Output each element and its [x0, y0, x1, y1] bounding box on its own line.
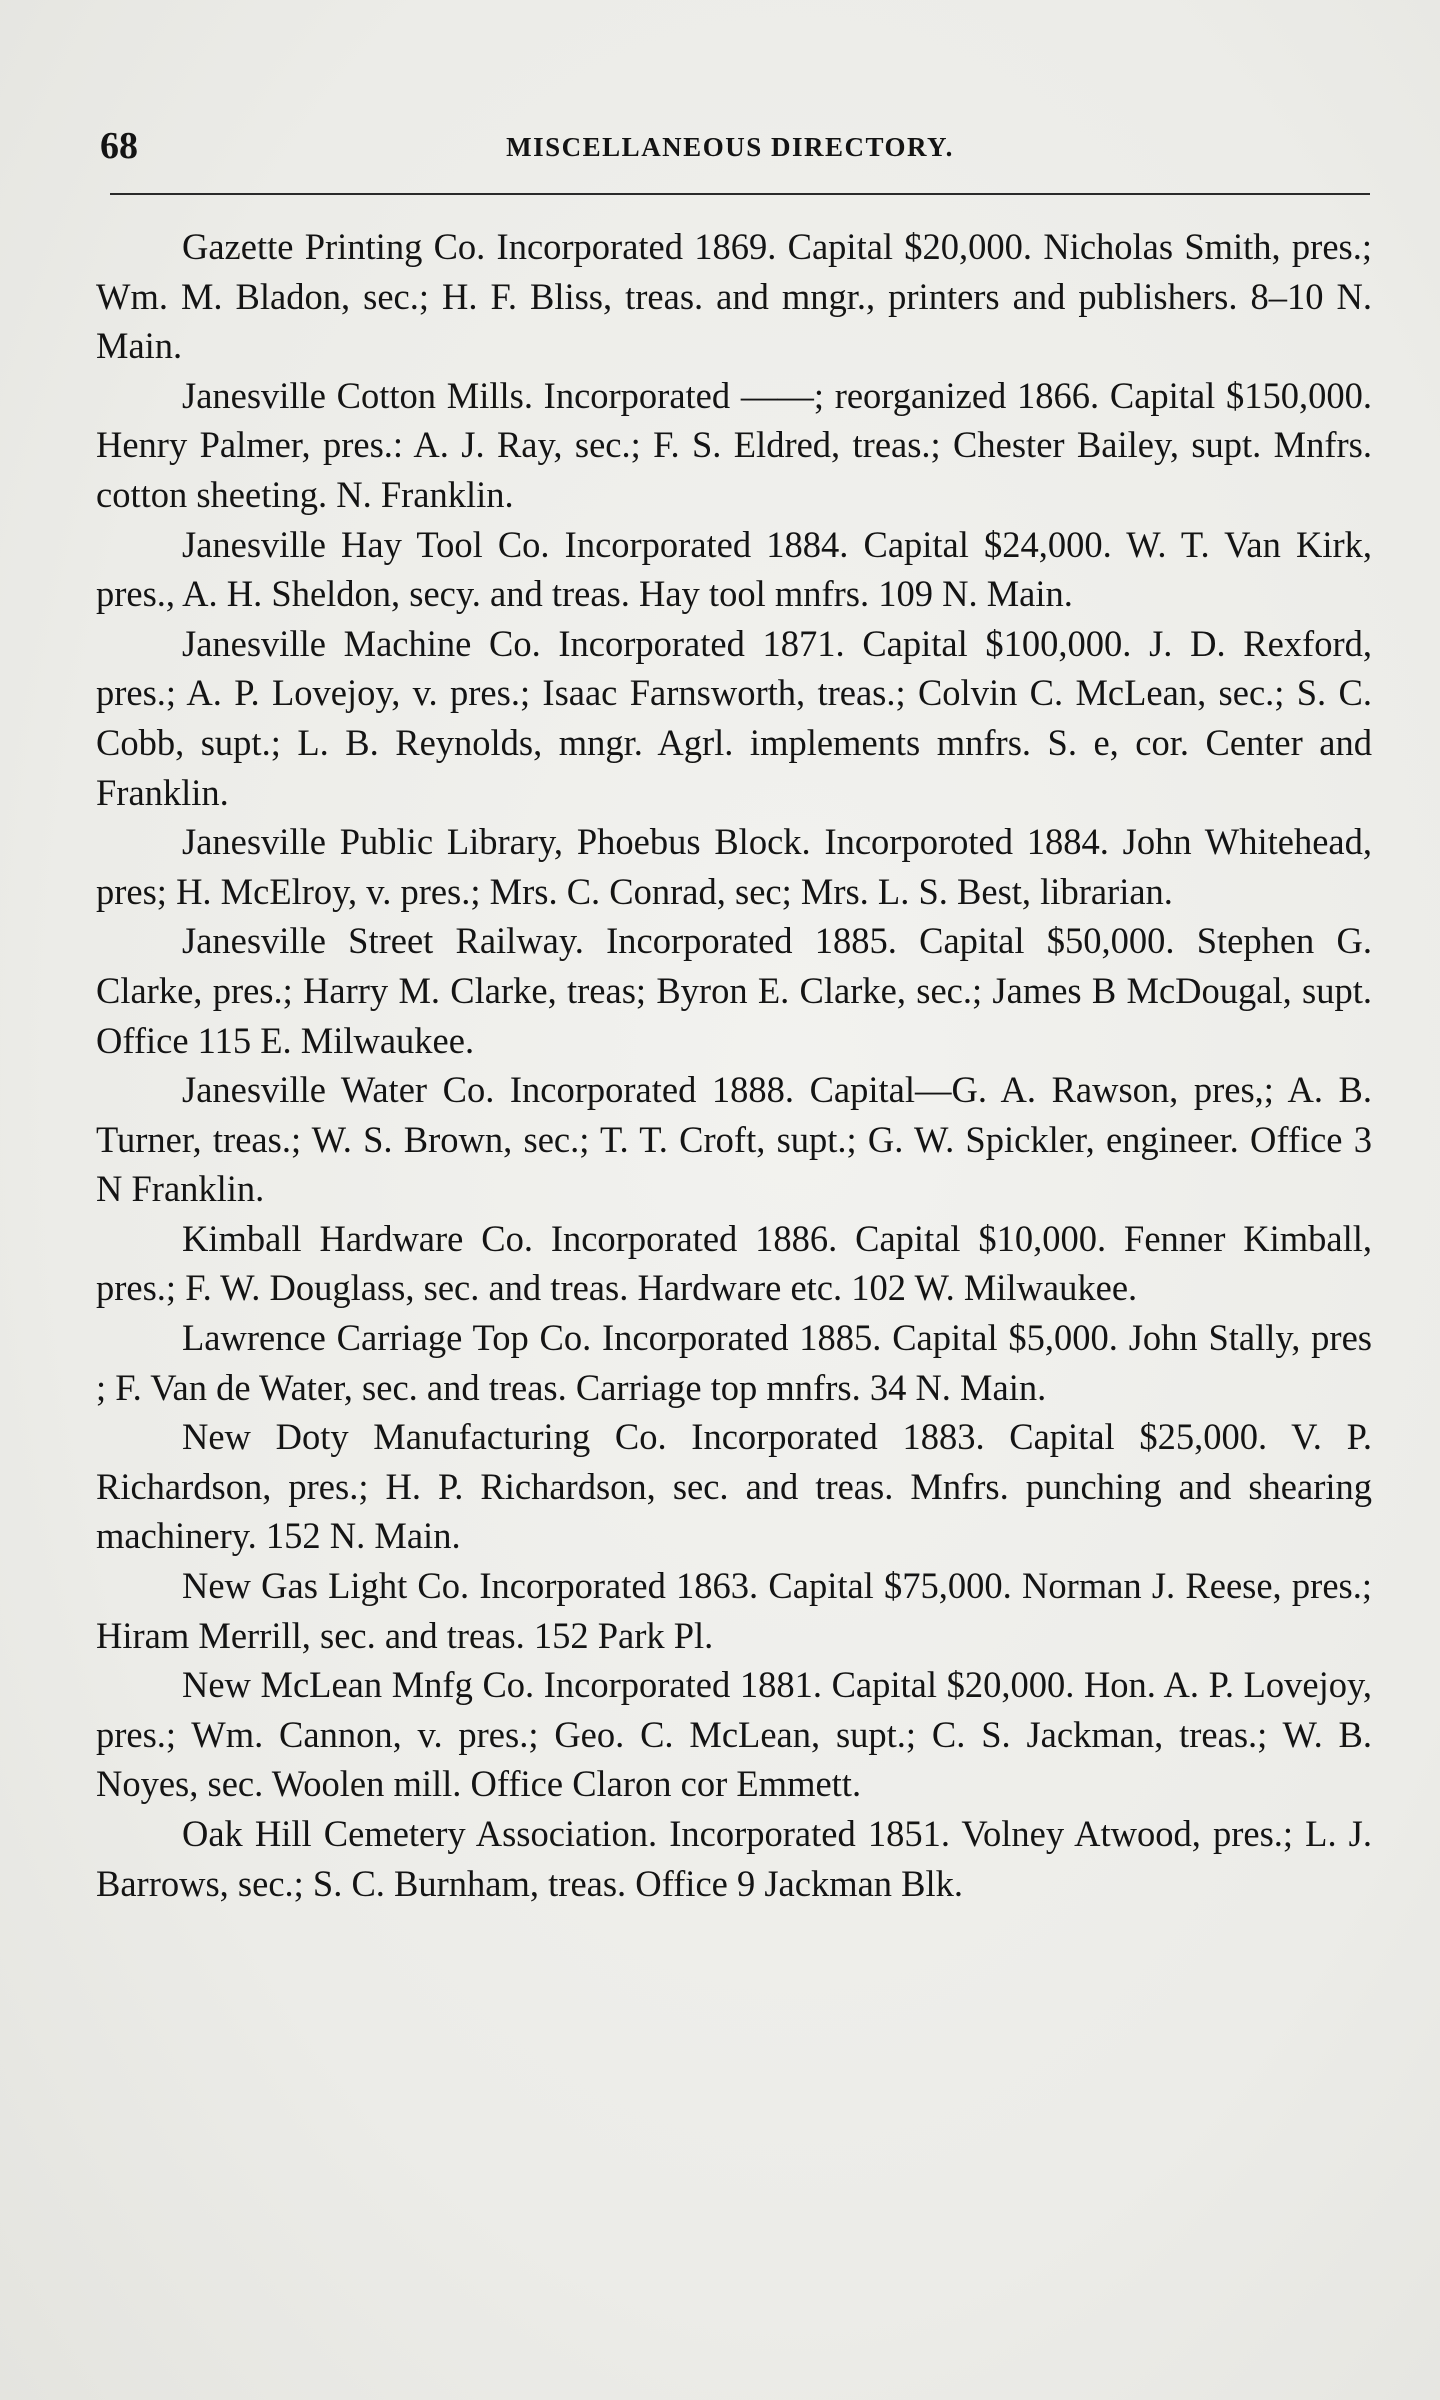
directory-entry: Lawrence Carriage Top Co. Incorporated 1885. Capital $5,000. John Stally, pres ; F. Van de Water, sec. and treas. Carriage top mnfrs. 34 N. Main.: [96, 1317, 1372, 1408]
directory-entries: [96, 222, 1372, 1908]
directory-entry: Janesville Machine Co. Incorporated 1871. Capital $100,000. J. D. Rexford, pres.; A. P. Lovejoy, v. pres.; Isaac Farnsworth, treas.; Colvin C. McLean, sec.; S. C. Cobb, supt.; L. B. Reynolds, mngr. Agrl. implements mnfrs. S. e, cor. Center and Franklin.: [96, 622, 1372, 813]
directory-entry: Gazette Printing Co. Incorporated 1869. Capital $20,000. Nicholas Smith, pres.; Wm. M. Bladon, sec.; H. F. Bliss, treas. and mngr., printers and publishers. 8–10 N. Main.: [96, 226, 1372, 367]
page-header: [100, 118, 1360, 178]
directory-entry: Janesville Hay Tool Co. Incorporated 1884. Capital $24,000. W. T. Van Kirk, pres., A. H. Sheldon, secy. and treas. Hay tool mnfrs. 109 N. Main.: [96, 523, 1372, 615]
directory-entry: Janesville Street Railway. Incorporated 1885. Capital $50,000. Stephen G. Clarke, pres.; Harry M. Clarke, treas; Byron E. Clarke, sec.; James B McDougal, supt. Office 115 E. Milwaukee.: [96, 920, 1372, 1061]
directory-entry: New McLean Mnfg Co. Incorporated 1881. Capital $20,000. Hon. A. P. Lovejoy, pres.; Wm. Cannon, v. pres.; Geo. C. McLean, supt.; C. S. Jackman, treas.; W. B. Noyes, sec. Woolen mill. Office Claron cor Emmett.: [96, 1664, 1372, 1805]
running-head: MISCELLANEOUS DIRECTORY.: [506, 132, 954, 162]
directory-entry: Janesville Cotton Mills. Incorporated ——; reorganized 1866. Capital $150,000. Henry Palmer, pres.: A. J. Ray, sec.; F. S. Eldred, treas.; Chester Bailey, supt. Mnfrs. cotton sheeting. N. Franklin.: [96, 374, 1372, 515]
header-rule: [110, 193, 1370, 195]
directory-entry: Oak Hill Cemetery Association. Incorporated 1851. Volney Atwood, pres.; L. J. Barrows, sec.; S. C. Burnham, treas. Office 9 Jackman Blk.: [96, 1813, 1372, 1904]
directory-entry: Kimball Hardware Co. Incorporated 1886. Capital $10,000. Fenner Kimball, pres.; F. W. Douglass, sec. and treas. Hardware etc. 102 W. Milwaukee.: [96, 1217, 1372, 1309]
directory-entry: New Gas Light Co. Incorporated 1863. Capital $75,000. Norman J. Reese, pres.; Hiram Merrill, sec. and treas. 152 Park Pl.: [96, 1565, 1372, 1656]
page-number: 68: [100, 125, 138, 167]
directory-entry: Janesville Water Co. Incorporated 1888. Capital—G. A. Rawson, pres,; A. B. Turner, treas.; W. S. Brown, sec.; T. T. Croft, supt.; G. W. Spickler, engineer. Office 3 N Franklin.: [96, 1069, 1372, 1210]
directory-entry: New Doty Manufacturing Co. Incorporated 1883. Capital $25,000. V. P. Richardson, pres.; H. P. Richardson, sec. and treas. Mnfrs. punching and shearing machinery. 152 N. Main.: [96, 1416, 1372, 1557]
directory-entry: Janesville Public Library, Phoebus Block. Incorporoted 1884. John Whitehead, pres; H. McElroy, v. pres.; Mrs. C. Conrad, sec; Mrs. L. S. Best, librarian.: [96, 821, 1372, 912]
